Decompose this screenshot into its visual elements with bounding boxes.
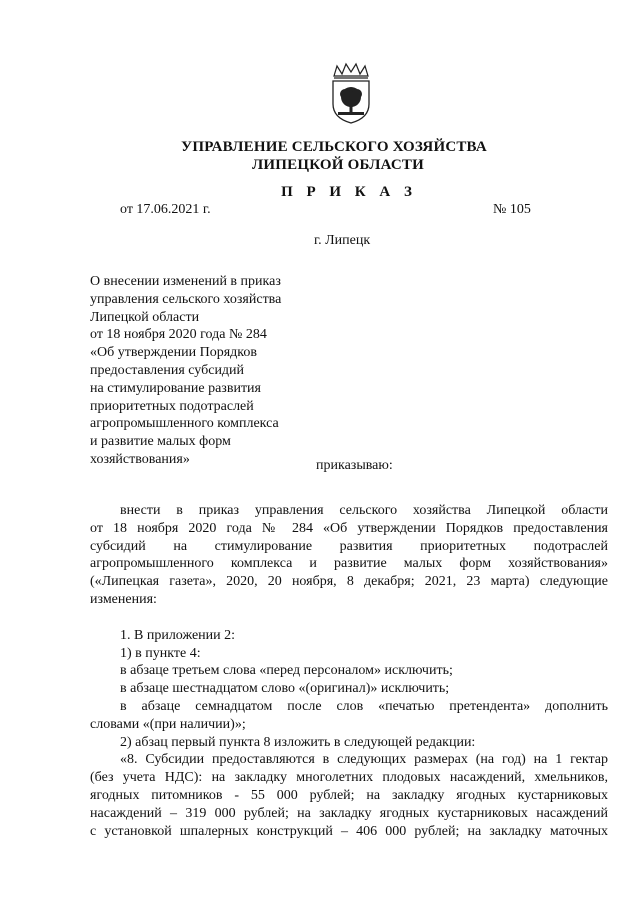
body-line: с установкой шпалерных конструкций – 406 000 рублей; на закладку маточных [90, 823, 608, 839]
body-line: в абзаце семнадцатом после слов «печатью претендента» дополнить [120, 698, 608, 714]
document-type: П Р И К А З [281, 184, 417, 200]
body-line: ягодных питомников - 55 000 рублей; на закладку ягодных кустарниковых [90, 787, 608, 803]
body-line: 1) в пункте 4: [120, 645, 201, 661]
body-line: насаждений – 319 000 рублей; на закладку ягодных кустарниковых насаждений [90, 805, 608, 821]
coat-of-arms-icon [328, 62, 374, 124]
agency-name-line2: ЛИПЕЦКОЙ ОБЛАСТИ [252, 157, 424, 173]
subject-line: «Об утверждении Порядков [90, 345, 257, 361]
subject-line: Липецкой области [90, 309, 200, 325]
body-line: 1. В приложении 2: [120, 627, 236, 643]
agency-name-line1: УПРАВЛЕНИЕ СЕЛЬСКОГО ХОЗЯЙСТВА [181, 139, 487, 155]
subject-line: управления сельского хозяйства [90, 291, 282, 307]
body-line: словами «(при наличии)»; [90, 716, 246, 732]
body-line: от 18 ноября 2020 года № 284 «Об утверждении Порядков предоставления [90, 520, 608, 536]
subject-line: приоритетных подотраслей [90, 398, 254, 414]
body-line: в абзаце третьем слова «перед персоналом» исключить; [120, 663, 453, 679]
decree-word: приказываю: [316, 458, 393, 473]
subject-line: О внесении изменений в приказ [90, 274, 281, 289]
body-line: агропромышленного комплекса и развитие малых форм хозяйствования» [90, 556, 608, 572]
subject-line: от 18 ноября 2020 года № 284 [90, 327, 267, 343]
subject-line: предоставления субсидий [90, 362, 245, 378]
subject-line: агропромышленного комплекса [90, 416, 279, 432]
body-line: 2) абзац первый пункта 8 изложить в следующей редакции: [120, 734, 476, 750]
document-city: г. Липецк [314, 233, 371, 248]
body-line: изменения: [90, 591, 157, 607]
document-subject [90, 273, 320, 469]
subject-line: на стимулирование развития [90, 380, 261, 396]
body-line: (без учета НДС): на закладку многолетних плодовых насаждений, хмельников, [90, 770, 608, 786]
body-line: в абзаце шестнадцатом слово «(оригинал)» исключить; [120, 681, 450, 697]
subject-line: и развитие малых форм [90, 434, 231, 450]
subject-line: хозяйствования» [90, 451, 190, 467]
body-line: «8. Субсидии предоставляются в следующих размерах (на год) на 1 гектар [120, 752, 608, 768]
document-date: от 17.06.2021 г. [120, 202, 211, 217]
body-line: субсидий на стимулирование развития приоритетных подотраслей [90, 538, 608, 554]
body-line: («Липецкая газета», 2020, 20 ноября, 8 декабря; 2021, 23 марта) следующие [90, 574, 608, 590]
body-line: внести в приказ управления сельского хозяйства Липецкой области [120, 503, 608, 518]
document-body [90, 502, 608, 840]
document-number: № 105 [493, 202, 531, 217]
